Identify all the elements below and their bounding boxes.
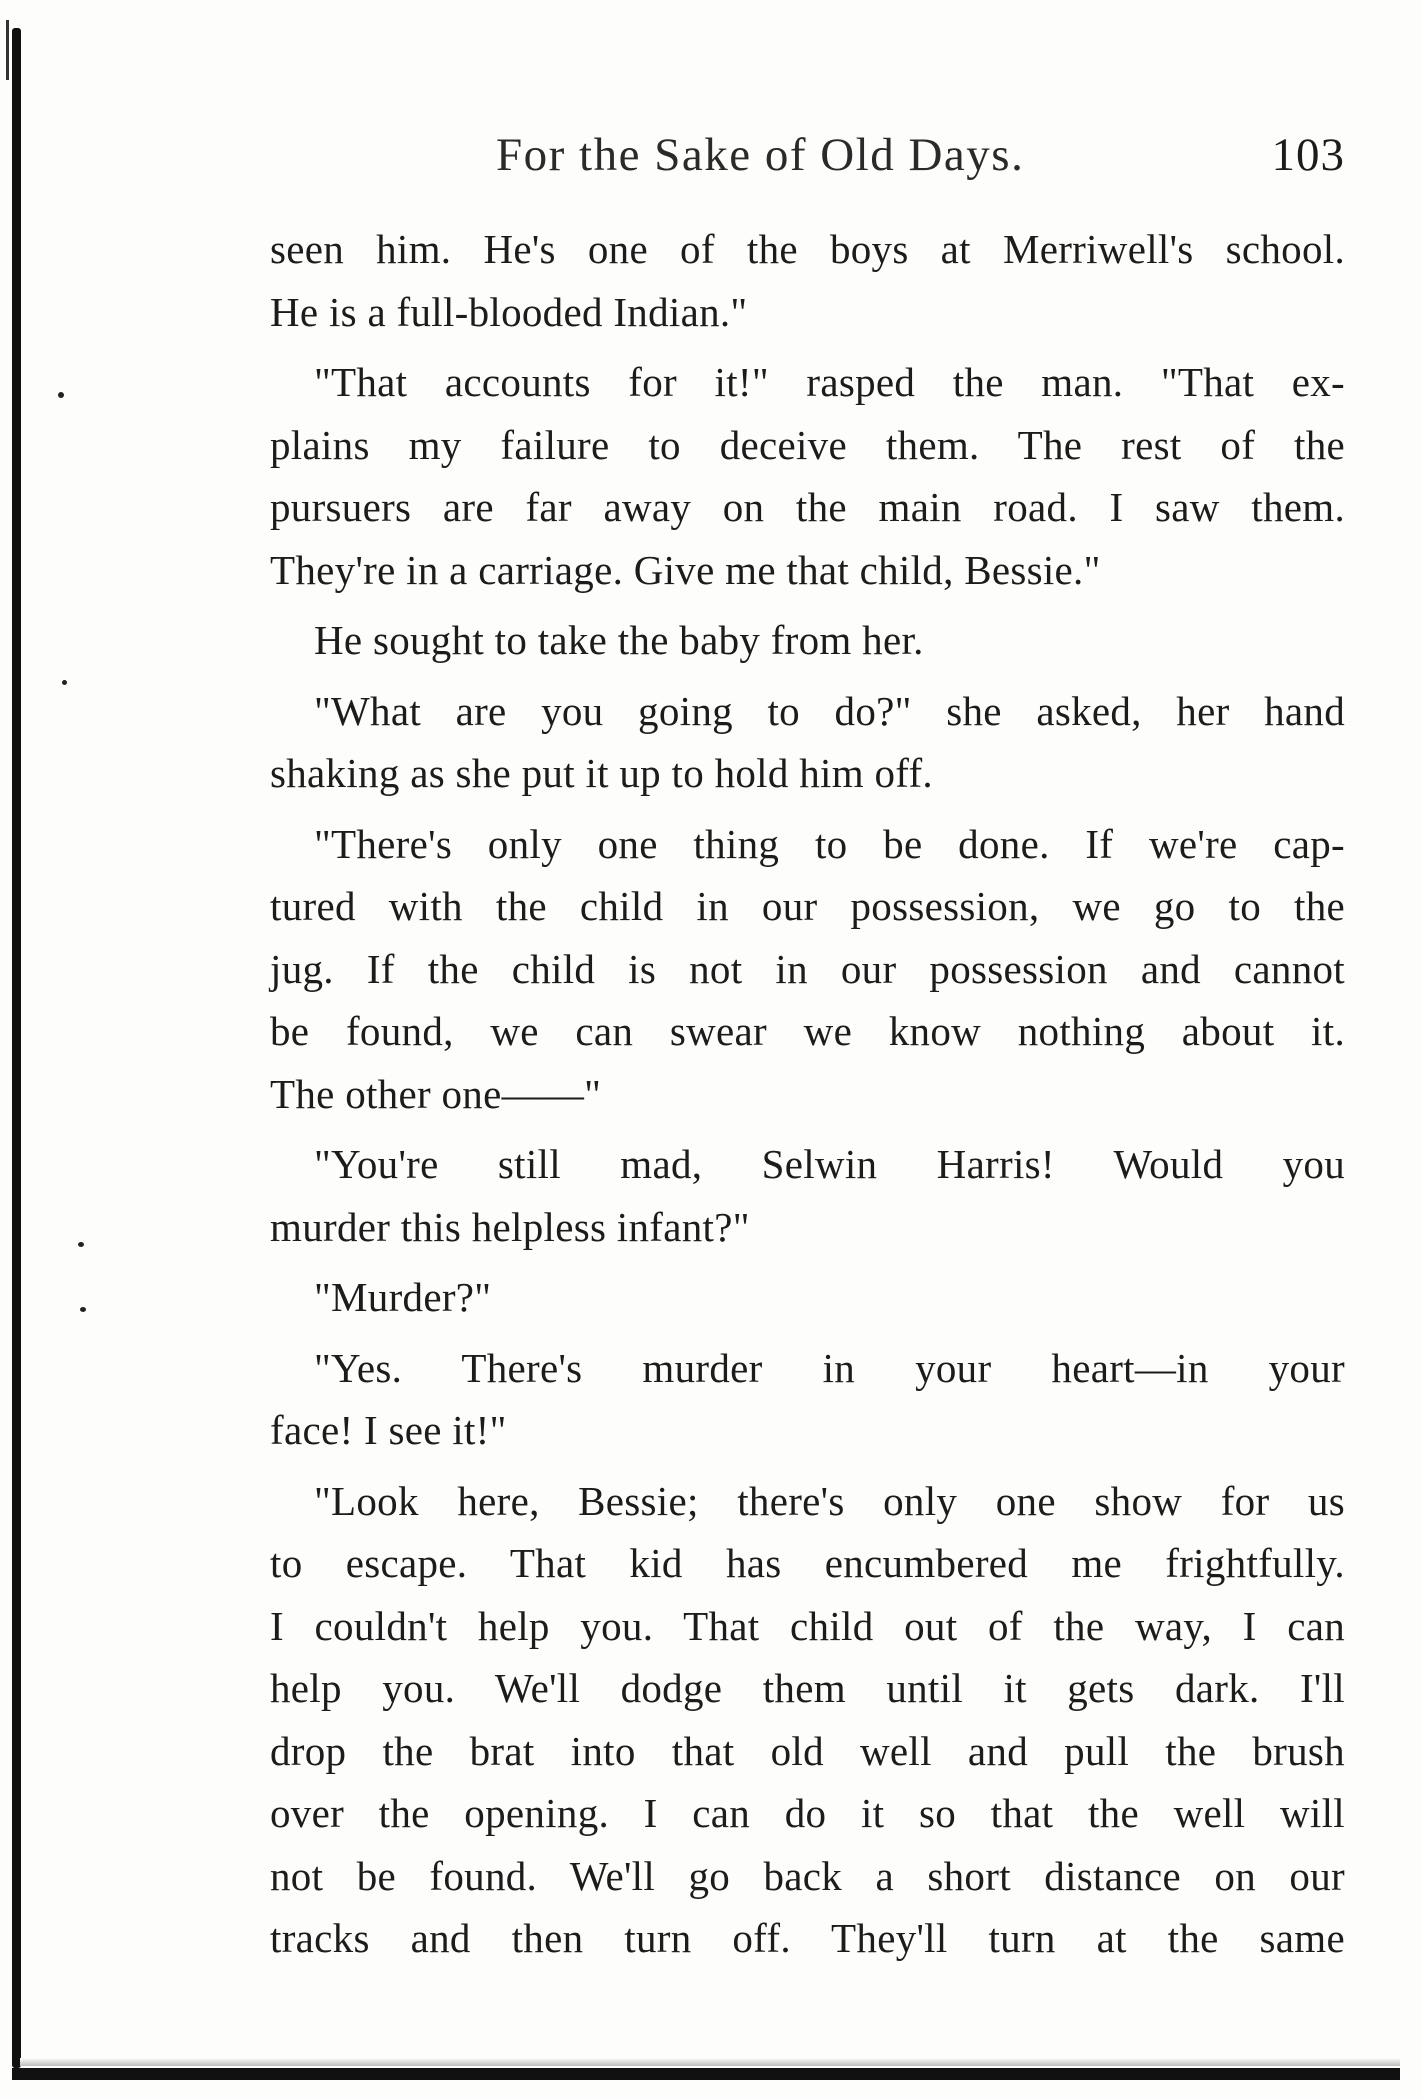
body-text: [270, 218, 1345, 1978]
text-line: seen him. He's one of the boys at Merriwell's school.: [270, 226, 1345, 272]
paragraph: [270, 1470, 1345, 1970]
scan-speck: [58, 392, 64, 398]
text-line: "Murder?": [314, 1274, 492, 1320]
scan-speck: [62, 680, 67, 685]
text-line: jug. If the child is not in our possession and cannot: [270, 945, 1345, 992]
paragraph: [270, 1337, 1345, 1462]
text-line: "There's only one thing to be done. If we're cap-: [314, 820, 1345, 867]
text-line: The other one——": [270, 1070, 602, 1117]
text-line: "What are you going to do?" she asked, her hand: [314, 687, 1345, 734]
text-line: over the opening. I can do it so that the well will: [270, 1790, 1345, 1836]
text-line: plains my failure to deceive them. The rest of the: [270, 421, 1345, 468]
text-line: I couldn't help you. That child out of the way, I can: [270, 1602, 1345, 1649]
text-line: "Look here, Bessie; there's only one show for us: [314, 1477, 1345, 1524]
scan-speck: [78, 1242, 84, 1247]
text-line: help you. We'll dodge them until it gets dark. I'll: [270, 1665, 1345, 1711]
scan-edge-mark: [6, 20, 9, 80]
text-line: not be found. We'll go back a short distance on our: [270, 1852, 1345, 1899]
scan-bottom-shadow: [20, 2058, 1400, 2066]
page-number: 103: [1271, 129, 1345, 181]
text-line: shaking as she put it up to hold him off.: [270, 750, 933, 796]
text-line: pursuers are far away on the main road. I saw them.: [270, 484, 1345, 530]
text-line: tured with the child in our possession, we go to the: [270, 883, 1345, 929]
paragraph: [270, 1133, 1345, 1258]
text-line: "Yes. There's murder in your heart—in your: [314, 1344, 1345, 1391]
scan-bottom-edge: [12, 2068, 1400, 2080]
text-line: murder this helpless infant?": [270, 1203, 750, 1250]
paragraph: [270, 609, 1345, 672]
paragraph: [270, 680, 1345, 805]
paragraph: [270, 1266, 1345, 1329]
paragraph: [270, 351, 1345, 601]
text-line: face! I see it!": [270, 1407, 507, 1453]
text-line: They're in a carriage. Give me that child, Bessie.": [270, 546, 1101, 593]
paragraph: [270, 218, 1345, 343]
text-line: "You're still mad, Selwin Harris! Would you: [314, 1141, 1345, 1187]
text-line: "That accounts for it!" rasped the man. "That ex-: [314, 359, 1345, 405]
scan-left-edge: [12, 28, 21, 2068]
scan-speck: [80, 1307, 86, 1312]
running-title: For the Sake of Old Days.: [496, 129, 1025, 181]
text-line: He sought to take the baby from her.: [314, 617, 924, 663]
text-line: He is a full-blooded Indian.": [270, 288, 748, 335]
paragraph: [270, 813, 1345, 1126]
text-line: to escape. That kid has encumbered me frightfully.: [270, 1540, 1345, 1586]
running-header: [270, 128, 1345, 192]
text-line: tracks and then turn off. They'll turn at the same: [270, 1915, 1345, 1961]
text-line: drop the brat into that old well and pull the brush: [270, 1727, 1345, 1774]
text-line: be found, we can swear we know nothing about it.: [270, 1008, 1345, 1054]
